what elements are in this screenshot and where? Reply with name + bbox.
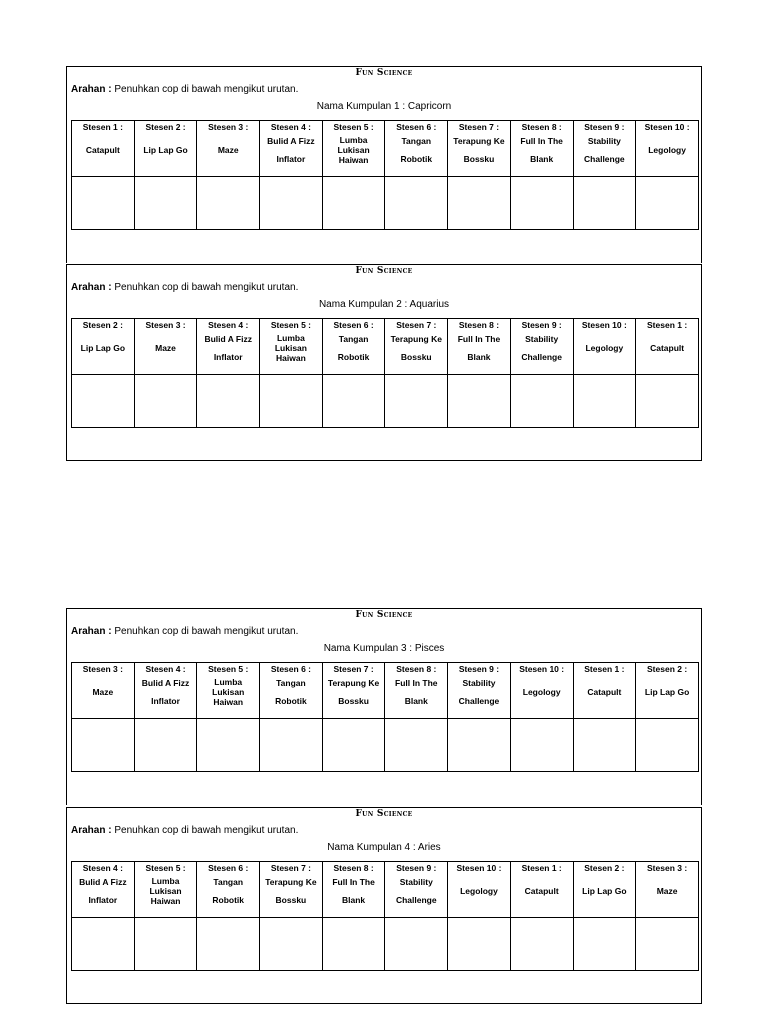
station-cell (72, 319, 135, 375)
stamp-box (197, 918, 260, 971)
station-name: Legology (460, 886, 498, 896)
station-header-row (72, 862, 699, 918)
station-label: Stesen 8 : (521, 122, 562, 132)
stamp-box (573, 177, 636, 230)
station-name: Full In The Blank (332, 877, 375, 905)
station-label: Stesen 3 : (82, 664, 123, 674)
station-label: Stesen 1 : (521, 863, 562, 873)
station-name: Stability Challenge (395, 877, 437, 905)
stamp-box (134, 719, 197, 772)
station-name: Tangan Robotik (337, 334, 370, 362)
station-cell (134, 862, 197, 918)
stamp-box (448, 719, 511, 772)
station-label: Stesen 1 : (82, 122, 123, 132)
stamp-box (72, 719, 135, 772)
stamp-box (72, 375, 135, 428)
instruction-text: Penuhkan cop di bawah mengikut urutan. (114, 84, 299, 95)
station-label: Stesen 10 : (644, 122, 690, 132)
stamp-row (72, 375, 699, 428)
stamp-box (72, 918, 135, 971)
station-cell (197, 663, 260, 719)
station-cell (510, 663, 573, 719)
station-name: Lumba Lukisan Haiwan (274, 333, 307, 363)
stamp-card-3 (66, 608, 702, 805)
stamp-box (322, 719, 385, 772)
station-name: Catapult (587, 687, 622, 697)
station-label: Stesen 1 : (647, 320, 688, 330)
station-label: Stesen 5 : (333, 122, 374, 132)
instruction-label: Arahan : (71, 626, 112, 637)
station-name: Tangan Robotik (275, 678, 307, 706)
station-cell (636, 663, 699, 719)
station-name: Tangan Robotik (212, 877, 245, 905)
station-cell (510, 121, 573, 177)
station-cell (573, 862, 636, 918)
stamp-box (134, 177, 197, 230)
station-header-row (72, 319, 699, 375)
station-name: Bulid A Fizz Inflator (79, 877, 127, 905)
card-title: Fun Science (355, 266, 413, 276)
station-label: Stesen 6 : (270, 664, 311, 674)
instruction-label: Arahan : (71, 825, 112, 836)
group-name: Nama Kumpulan 1 : Capricorn (316, 101, 452, 112)
group-name: Nama Kumpulan 4 : Aries (327, 842, 441, 853)
stamp-table (71, 662, 699, 772)
station-cell (72, 663, 135, 719)
stamp-box (448, 918, 511, 971)
stamp-box (260, 375, 323, 428)
stamp-box (322, 918, 385, 971)
instruction (71, 825, 298, 836)
station-header-row (72, 121, 699, 177)
station-label: Stesen 9 : (584, 122, 625, 132)
station-cell (260, 319, 323, 375)
stamp-box (72, 177, 135, 230)
stamp-box (197, 375, 260, 428)
stamp-box (197, 177, 260, 230)
station-label: Stesen 3 : (208, 122, 249, 132)
station-cell (134, 319, 197, 375)
station-name: Maze (217, 145, 239, 155)
instruction-label: Arahan : (71, 84, 112, 95)
card-title: Fun Science (355, 610, 413, 620)
station-name: Full In The Blank (457, 334, 501, 362)
stamp-box (448, 375, 511, 428)
station-label: Stesen 3 : (145, 320, 186, 330)
station-cell (72, 121, 135, 177)
station-name: Full In The Blank (520, 136, 563, 164)
station-cell (72, 862, 135, 918)
station-cell (448, 121, 511, 177)
stamp-box (385, 918, 448, 971)
station-label: Stesen 7 : (396, 320, 437, 330)
instruction (71, 626, 298, 637)
stamp-box (385, 719, 448, 772)
stamp-card-4 (66, 807, 702, 1004)
station-cell (322, 862, 385, 918)
station-name: Lip Lap Go (582, 886, 627, 896)
station-cell (322, 663, 385, 719)
stamp-row (72, 719, 699, 772)
stamp-box (385, 375, 448, 428)
stamp-box (260, 177, 323, 230)
group-name: Nama Kumpulan 2 : Aquarius (318, 299, 450, 310)
instruction (71, 84, 298, 95)
station-label: Stesen 7 : (270, 863, 311, 873)
station-name: Lumba Lukisan Haiwan (212, 677, 245, 707)
stamp-box (510, 375, 573, 428)
stamp-box (573, 918, 636, 971)
stamp-row (72, 918, 699, 971)
station-cell (260, 121, 323, 177)
station-name: Catapult (524, 886, 559, 896)
stamp-table (71, 120, 699, 230)
station-header-row (72, 663, 699, 719)
stamp-box (448, 177, 511, 230)
station-name: Bulid A Fizz Inflator (267, 136, 315, 164)
station-name: Maze (656, 886, 678, 896)
station-name: Lip Lap Go (644, 687, 690, 697)
station-cell (197, 121, 260, 177)
station-cell (134, 121, 197, 177)
station-name: Lumba Lukisan Haiwan (337, 135, 370, 165)
card-title: Fun Science (355, 68, 413, 78)
station-label: Stesen 8 : (458, 320, 500, 330)
station-name: Maze (155, 343, 176, 353)
station-cell (385, 862, 448, 918)
station-label: Stesen 10 : (519, 664, 565, 674)
station-label: Stesen 8 : (333, 863, 374, 873)
station-label: Stesen 1 : (584, 664, 625, 674)
station-name: Tangan Robotik (400, 136, 433, 164)
station-label: Stesen 8 : (396, 664, 437, 674)
station-label: Stesen 2 : (145, 122, 186, 132)
station-cell (636, 862, 699, 918)
station-label: Stesen 2 : (82, 320, 123, 330)
station-cell (322, 121, 385, 177)
station-name: Lumba Lukisan Haiwan (149, 876, 182, 906)
station-label: Stesen 7 : (333, 664, 374, 674)
station-cell (448, 663, 511, 719)
station-cell (197, 862, 260, 918)
instruction-text: Penuhkan cop di bawah mengikut urutan. (114, 282, 299, 293)
stamp-box (322, 375, 385, 428)
station-cell (510, 319, 573, 375)
station-label: Stesen 4 : (270, 122, 311, 132)
stamp-box (636, 375, 699, 428)
station-cell (385, 663, 448, 719)
stamp-card-1 (66, 66, 702, 263)
station-cell (448, 319, 511, 375)
station-cell (510, 862, 573, 918)
group-name: Nama Kumpulan 3 : Pisces (323, 643, 445, 654)
station-name: Lip Lap Go (143, 145, 188, 155)
station-name: Legology (585, 343, 624, 353)
station-name: Catapult (650, 343, 685, 353)
station-label: Stesen 4 : (208, 320, 249, 330)
station-name: Catapult (85, 145, 120, 155)
stamp-row (72, 177, 699, 230)
station-label: Stesen 5 : (145, 863, 186, 873)
stamp-box (510, 719, 573, 772)
station-label: Stesen 4 : (82, 863, 123, 873)
station-label: Stesen 3 : (647, 863, 688, 873)
stamp-box (636, 177, 699, 230)
station-cell (260, 663, 323, 719)
station-name: Bulid A Fizz Inflator (204, 334, 252, 362)
station-label: Stesen 7 : (458, 122, 500, 132)
station-cell (573, 663, 636, 719)
station-label: Stesen 9 : (521, 320, 562, 330)
station-label: Stesen 4 : (145, 664, 186, 674)
station-cell (260, 862, 323, 918)
instruction-text: Penuhkan cop di bawah mengikut urutan. (114, 626, 299, 637)
card-title: Fun Science (355, 809, 413, 819)
stamp-box (636, 918, 699, 971)
station-label: Stesen 6 : (333, 320, 374, 330)
station-name: Maze (92, 687, 114, 697)
stamp-box (260, 918, 323, 971)
station-name: Stability Challenge (521, 334, 562, 362)
stamp-box (385, 177, 448, 230)
station-name: Legology (522, 687, 561, 697)
stamp-box (510, 918, 573, 971)
stamp-box (260, 719, 323, 772)
stamp-box (510, 177, 573, 230)
station-name: Full In The Blank (395, 678, 438, 706)
stamp-table (71, 318, 699, 428)
station-label: Stesen 6 : (396, 122, 437, 132)
station-cell (322, 319, 385, 375)
station-label: Stesen 10 : (581, 320, 627, 330)
station-cell (636, 121, 699, 177)
station-cell (385, 121, 448, 177)
station-name: Lip Lap Go (80, 343, 126, 353)
instruction (71, 282, 298, 293)
station-label: Stesen 6 : (208, 863, 249, 873)
station-cell (385, 319, 448, 375)
stamp-box (134, 375, 197, 428)
stamp-box (197, 719, 260, 772)
stamp-box (573, 719, 636, 772)
station-label: Stesen 5 : (270, 320, 311, 330)
station-label: Stesen 5 : (208, 664, 249, 674)
stamp-box (636, 719, 699, 772)
stamp-box (573, 375, 636, 428)
station-name: Stability Challenge (458, 678, 500, 706)
instruction-label: Arahan : (71, 282, 112, 293)
station-name: Terapung Ke Bossku (327, 678, 380, 706)
station-cell (448, 862, 511, 918)
station-label: Stesen 10 : (456, 863, 502, 873)
stamp-box (322, 177, 385, 230)
station-cell (573, 121, 636, 177)
station-cell (197, 319, 260, 375)
instruction-text: Penuhkan cop di bawah mengikut urutan. (114, 825, 299, 836)
station-name: Legology (648, 145, 686, 155)
station-label: Stesen 2 : (647, 664, 688, 674)
station-name: Terapung Ke Bossku (390, 334, 442, 362)
station-name: Stability Challenge (584, 136, 625, 164)
station-name: Terapung Ke Bossku (453, 136, 505, 164)
station-name: Terapung Ke Bossku (265, 877, 317, 905)
stamp-card-2 (66, 264, 702, 461)
stamp-table (71, 861, 699, 971)
station-name: Bulid A Fizz Inflator (141, 678, 190, 706)
station-label: Stesen 2 : (584, 863, 625, 873)
station-cell (573, 319, 636, 375)
stamp-box (134, 918, 197, 971)
station-cell (134, 663, 197, 719)
station-cell (636, 319, 699, 375)
station-label: Stesen 9 : (396, 863, 437, 873)
station-label: Stesen 9 : (458, 664, 500, 674)
